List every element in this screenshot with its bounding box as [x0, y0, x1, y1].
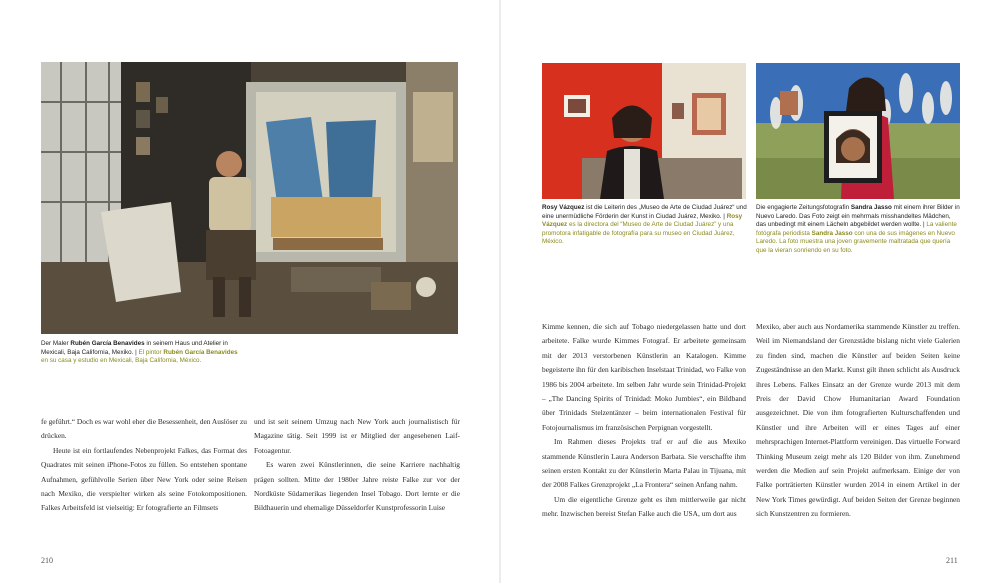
caption-text: Der Maler	[41, 340, 71, 347]
caption-text: Die engagierte Zeitungsfotografin	[756, 204, 851, 211]
caption-text-es: en su casa y estudio en Mexicali, Baja California, México.	[41, 357, 202, 365]
caption-name-es: Rubén García Benavides	[163, 348, 238, 356]
caption-name: Rosy Vázquez	[542, 204, 585, 211]
photo-painter-studio	[41, 62, 458, 334]
caption-name-es: Sandra Jasso	[811, 229, 853, 237]
caption-name-es: Rosy Vázquez	[542, 212, 743, 229]
body-column-right-1	[542, 320, 746, 522]
photo-museum-director	[542, 63, 746, 199]
paragraph: Im Rahmen dieses Projekts traf er auf die aus Mexiko stammende Künstlerin Laura Anderson Barbata. Sie verschaffte ihm seinen ersten Kontakt zu der Künstlerin Marta Palau in Tijuana, mit der 2008 Falkes Grenzprojekt „La Frontera“ seinen Anfang nahm.	[542, 437, 746, 490]
caption-text-es: es la directora del “Museo de Arte de Ciudad Juárez” y una promotora infatigable de fotografía para su museo en Ciudad Juárez, México.	[542, 221, 735, 246]
photo-caption-painter	[41, 340, 251, 366]
photo-caption-museum-director	[542, 204, 747, 247]
paragraph: Kimme kennen, die sich auf Tobago niedergelassen hatte und dort arbeitete. Falke wurde Kimmes Fotograf. Er arbeitete gemeinsam mit der 2013 verstorbenen Künstlerin an Katalogen. Kimme begeisterte ihn für den karibischen Inselstaat Trinidad, wo Falke von 1986 bis 2004 arbeitete. Im selben Jahr wurde sein Trinidad-Projekt – „The Dancing Spirits of Trinidad: Moko Jumbies“, ein Bildband über Trinidads Stelzentänzer – beim internationalen Festival für Fotojournalismus im französischen Perpignan vorgestellt.	[542, 322, 746, 432]
caption-text: in seinem Haus und Atelier in	[144, 340, 228, 347]
caption-text: Mexicali, Baja California, Mexiko. |	[41, 348, 139, 356]
caption-name: Sandra Jasso	[850, 204, 892, 211]
paragraph: Mexiko, aber auch aus Nordamerika stammende Künstler zu treffen. Weil im Niemandsland der Grenzstädte bislang nicht viele Galerien zu finden sind, machen die Künstler auf beiden Seiten keine Zugeständnisse an den Markt. Kunst gilt ihnen schlicht als Ausdruck ihres Lebens. Falkes Einsatz an der Grenze wurde 2013 mit dem Preis der David Chow Humanitarian Award Foundation ausgezeichnet. Die von ihm fotografierten Kulturschaffenden und Künstler und ihre Arbeiten will er eines Tages auf einer mehrsprachigen Internet-Plattform vereinigen. Das virtuelle Forward Thinking Museum zeigt mehr als 120 Bilder von ihm. Zunehmend werden die Medien auf sein Projekt aufmerksam. Einige der von Falke porträtierten Künstler wurden 2014 in einem Artikel in der New York Times gewürdigt. Auf beiden Seiten der Grenze beginnen sich Kunstzentren zu formieren.	[756, 322, 960, 519]
paragraph: fe geführt.“ Doch es war wohl eher die Besessenheit, den Auslöser zu drücken.	[41, 417, 247, 441]
caption-text-es: La valiente fotógrafa periodista	[756, 221, 957, 237]
caption-text: mit einem ihrer Bilder in Nuevo Laredo. Das Foto zeigt ein mehrmals misshandeltes Mädchen, das unbedingt mit einem Lächeln abgebildet werden wollte. |	[756, 204, 960, 229]
page-number-right: 211	[946, 556, 958, 565]
caption-text-es: con una de sus imágenes en Nuevo Laredo. La foto muestra una joven gravemente maltratada que quería que la vieran sonriendo en su foto.	[756, 229, 955, 254]
caption-text-es: El pintor	[138, 348, 164, 356]
paragraph: Heute ist ein fortlaufendes Nebenprojekt Falkes, das Format des Quadrates mit seinen iPhone-Fotos zu füllen. So entstehen spontane Aufnahmen, gefühlvolle Serien über New York oder seine Reisen nach Mexiko, die verspielter wirken als seine Fotokompositionen. Falkes Arbeitsfeld ist vielseitig: Er fotografierte an Filmsets	[41, 445, 247, 513]
caption-name: Rubén García Benavides	[70, 340, 145, 347]
photo-caption-newspaper-photographer	[756, 204, 961, 256]
body-column-left-1	[41, 415, 247, 516]
paragraph: Um die eigentliche Grenze geht es ihm mittlerweile gar nicht mehr. Inzwischen bereist Stefan Falke auch die USA, um dort aus	[542, 494, 746, 519]
body-column-right-2	[756, 320, 960, 522]
body-column-left-2	[254, 415, 460, 516]
paragraph: und ist seit seinem Umzug nach New York auch journalistisch für Magazine tätig. Seit 1999 ist er Mitglied der angesehenen Laif-Fotoagentur.	[254, 417, 460, 455]
caption-text: ist die Leiterin des „Museo de Arte de Ciudad Juárez“ und eine unermüdliche Förderin der Kunst in Ciudad Juárez, Mexiko. |	[542, 204, 747, 220]
gutter	[499, 0, 501, 583]
page-number-left: 210	[41, 556, 53, 565]
photo-newspaper-photographer	[756, 63, 960, 199]
paragraph: Es waren zwei Künstlerinnen, die seine Karriere nachhaltig prägen sollten. Mitte der 1980er Jahre reiste Falke zur vor der Nordküste Südamerikas liegenden Insel Tobago. Dort lernte er die Bildhauerin und ehemalige Düsseldorfer Kunstprofessorin Luise	[254, 460, 460, 513]
